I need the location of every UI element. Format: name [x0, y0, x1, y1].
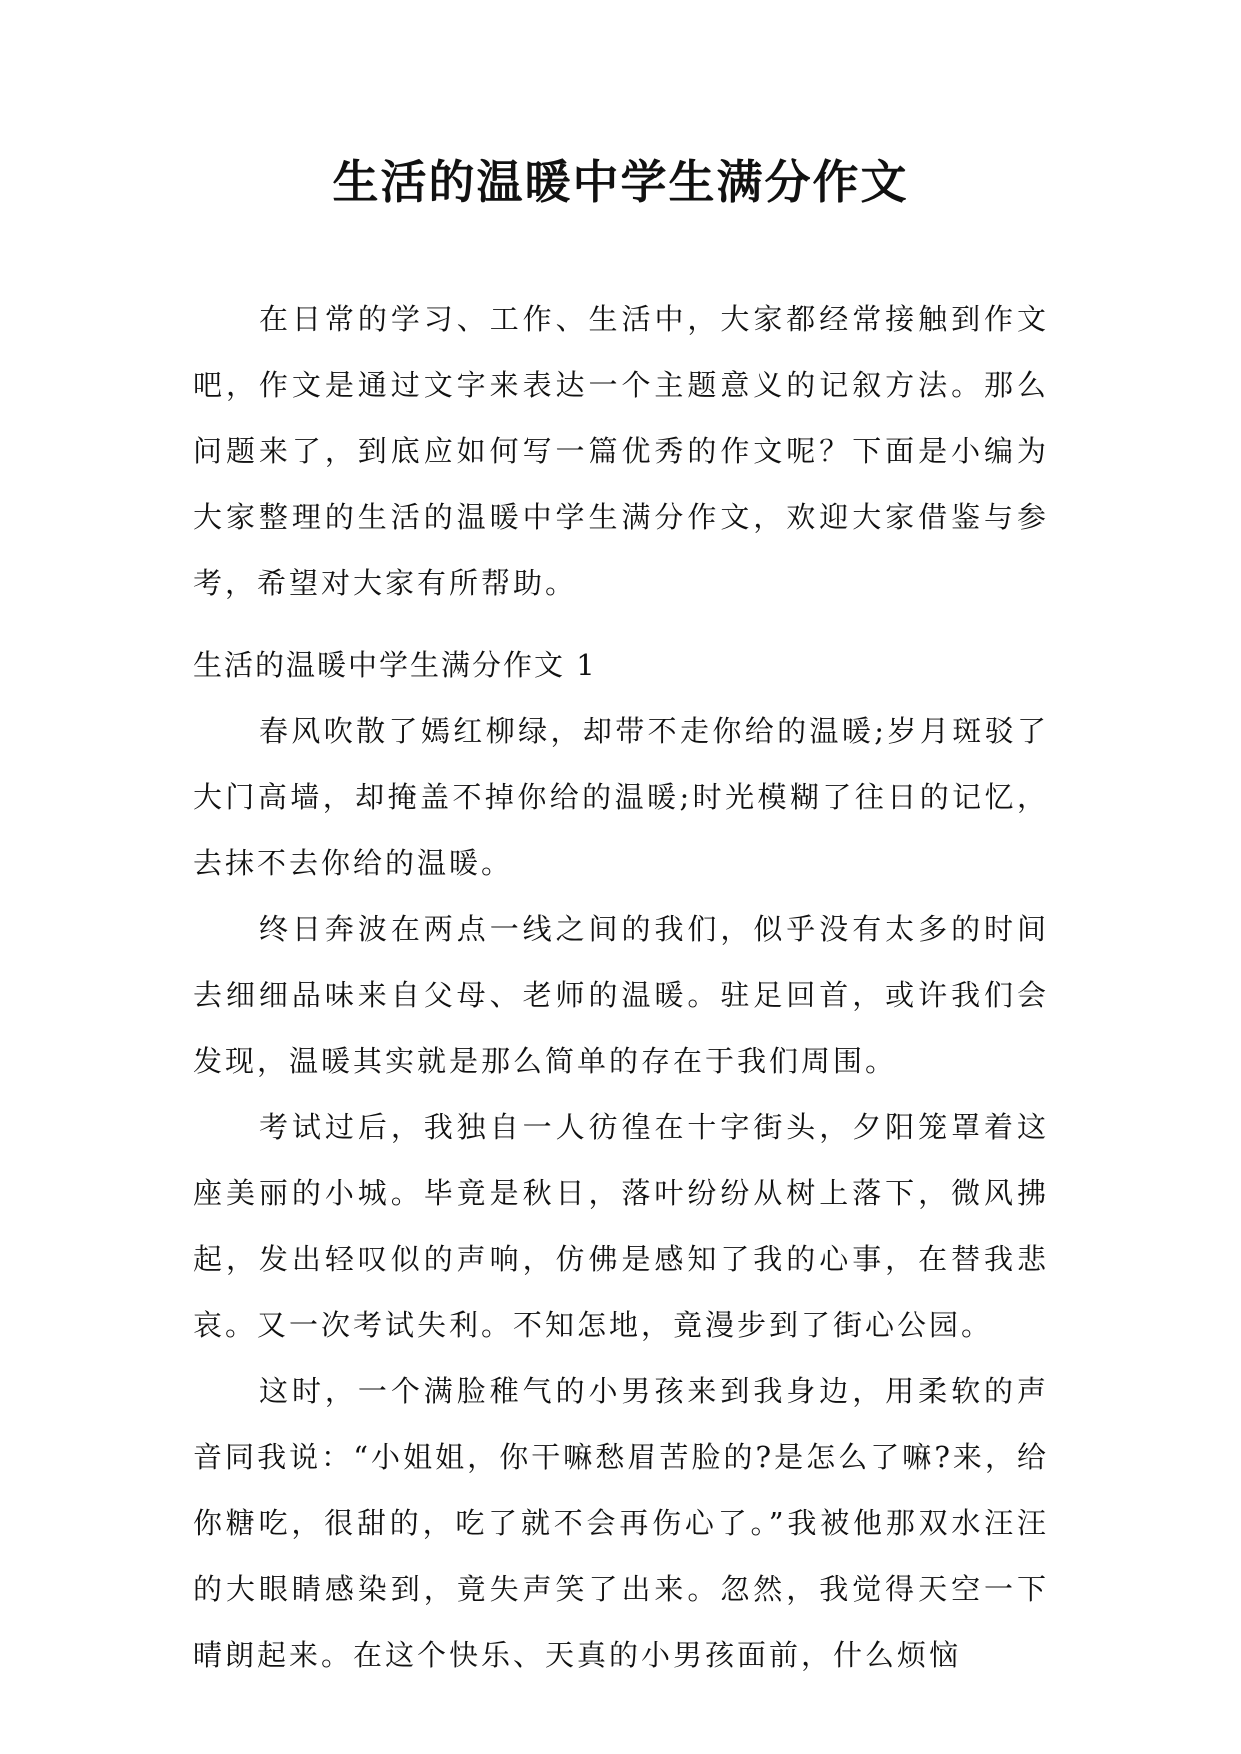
essay-paragraph: 终日奔波在两点一线之间的我们，似乎没有太多的时间去细细品味来自父母、老师的温暖。驻足回首，或许我们会发现，温暖其实就是那么简单的存在于我们周围。 [193, 912, 1049, 1078]
essay-body [193, 632, 1049, 1688]
intro-paragraph: 在日常的学习、工作、生活中，大家都经常接触到作文吧，作文是通过文字来表达一个主题意义的记叙方法。那么问题来了，到底应如何写一篇优秀的作文呢？下面是小编为大家整理的生活的温暖中学生满分作文，欢迎大家借鉴与参考，希望对大家有所帮助。 [193, 302, 1049, 600]
essay-paragraph: 这时，一个满脸稚气的小男孩来到我身边，用柔软的声音同我说：“小姐姐，你干嘛愁眉苦脸的?是怎么了嘛?来，给你糖吃，很甜的，吃了就不会再伤心了。”我被他那双水汪汪的大眼睛感染到，竟失声笑了出来。忽然，我觉得天空一下晴朗起来。在这个快乐、天真的小男孩面前，什么烦恼 [193, 1374, 1049, 1672]
section-heading: 生活的温暖中学生满分作文 1 [193, 648, 597, 682]
document-title: 生活的温暖中学生满分作文 [332, 155, 909, 209]
essay-paragraph: 春风吹散了嫣红柳绿，却带不走你给的温暖;岁月斑驳了大门高墙，却掩盖不掉你给的温暖;时光模糊了往日的记忆，去抹不去你给的温暖。 [193, 714, 1049, 880]
intro-block [193, 286, 1049, 616]
essay-paragraph: 考试过后，我独自一人彷徨在十字街头，夕阳笼罩着这座美丽的小城。毕竟是秋日，落叶纷纷从树上落下，微风拂起，发出轻叹似的声响，仿佛是感知了我的心事，在替我悲哀。又一次考试失利。不知怎地，竟漫步到了街心公园。 [193, 1110, 1049, 1342]
